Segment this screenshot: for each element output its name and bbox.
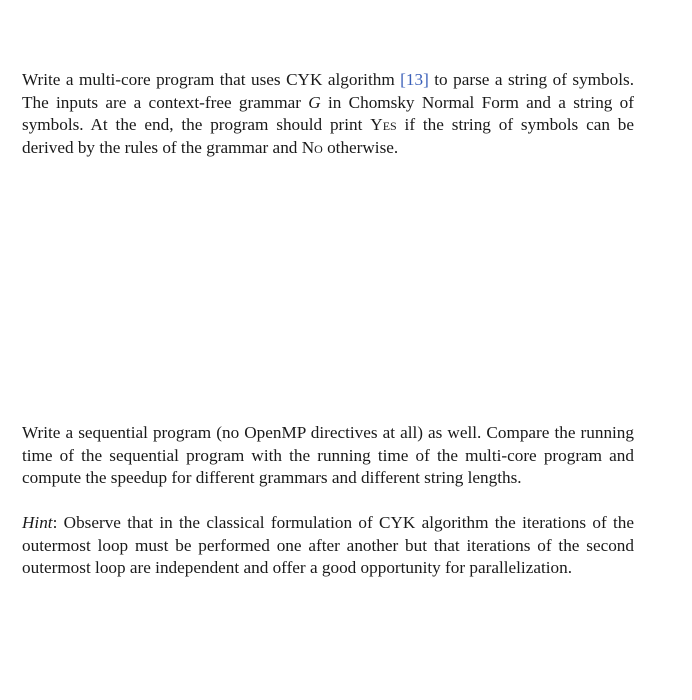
task-paragraph-2 (22, 422, 634, 490)
p1-text-b: to parse a string of symbols. The inputs are a context-free grammar (22, 70, 634, 112)
hint-label: Hint (22, 513, 53, 532)
citation-link[interactable]: [13] (400, 70, 429, 89)
p1-text-d: if the string of symbols can be derived by the rules of the grammar and (22, 115, 634, 157)
p1-text-a: Write a multi-core program that uses CYK algorithm (22, 70, 401, 89)
hint-paragraph (22, 512, 634, 580)
p1-text-e: otherwise. (322, 137, 399, 157)
hint-text: : Observe that in the classical formulation of CYK algorithm the iterations of the outermost loop must be performed one after another but that iterations of the second outermost loop are independent and offer a good opportunity for parallelization. (22, 513, 634, 578)
grammar-variable: G (308, 92, 321, 112)
yes-keyword: Yes (370, 115, 397, 135)
p2-text: Write a sequential program (no OpenMP directives at all) as well. Compare the running time of the sequential program with the running time of the multi-core program and compute the speedup for different grammars and different string lengths. (22, 423, 634, 488)
task-paragraph-1 (22, 69, 634, 159)
no-keyword: No (301, 137, 323, 157)
p1-text-c: in Chomsky Normal Form and a string of symbols. At the end, the program should print (22, 92, 635, 135)
